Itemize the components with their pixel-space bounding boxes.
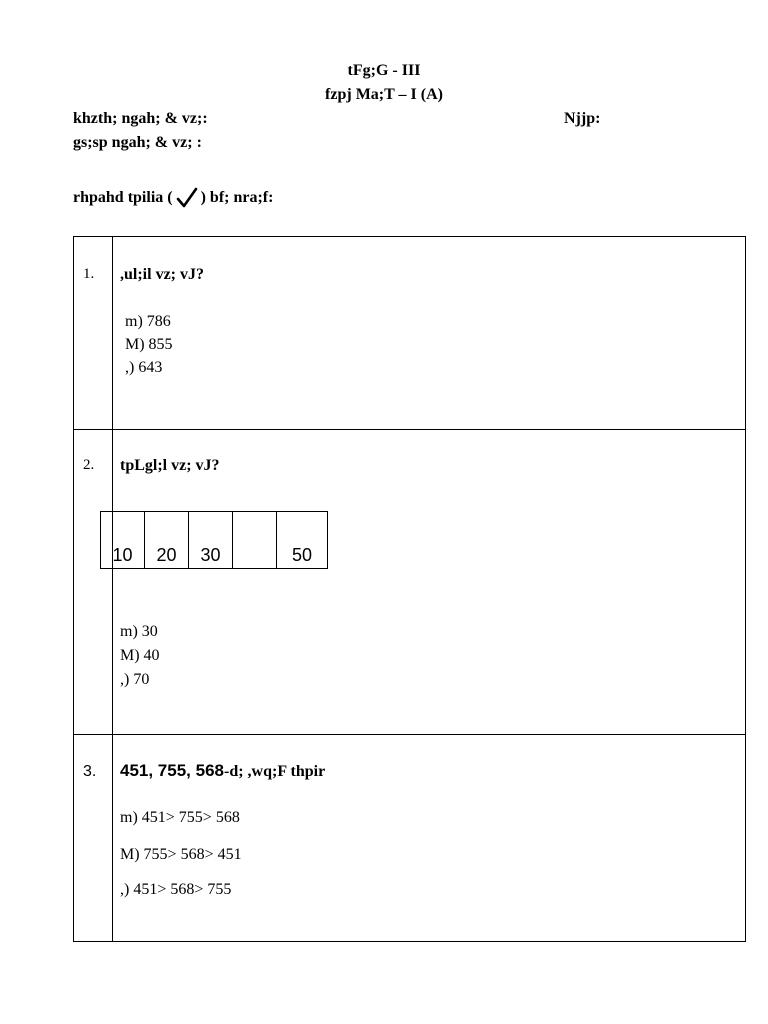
question-3-option-b[interactable]: M) 755> 568> 451 [120,846,242,863]
sequence-box-blank[interactable] [232,511,277,569]
question-2-number: 2. [83,457,95,473]
number-sequence-boxes [101,511,328,571]
column-divider [112,237,113,941]
question-3-option-c[interactable]: ,) 451> 568> 755 [120,881,232,898]
instruction-text-before: rhpahd tpilia ( [73,189,173,206]
question-3-text [120,761,325,781]
question-1-option-a[interactable]: m) 786 [125,313,171,330]
checkmark-icon [175,186,199,210]
question-1-number: 1. [83,266,95,282]
sequence-box: 50 [276,511,328,569]
sequence-box: 10 [100,511,145,569]
instruction-line [73,186,273,210]
question-1-option-c[interactable]: ,) 643 [125,359,163,376]
worksheet-title: tFg;G - III [347,62,421,79]
sequence-box: 30 [188,511,233,569]
row-divider [74,429,745,430]
question-2-option-a[interactable]: m) 30 [120,623,158,640]
sequence-box: 20 [144,511,189,569]
school-name-label: gs;sp ngah; & vz; : [73,134,202,151]
instruction-text-after: ) bf; nra;f: [200,189,274,206]
question-3-numbers: 451, 755, 568 [120,761,224,780]
question-2-option-c[interactable]: ,) 70 [120,671,150,688]
row-divider [74,734,745,735]
question-3-number: 3. [83,763,97,780]
worksheet-subtitle: fzpj Ma;T – I (A) [325,86,443,103]
question-2-option-b[interactable]: M) 40 [120,647,160,664]
student-name-label: khzth; ngah; & vz;: [73,110,208,127]
question-1-text: ,ul;il vz; vJ? [120,266,204,283]
question-table [73,236,746,942]
question-3-instruction: -d; ,wq;F thpir [223,763,326,780]
question-1-option-b[interactable]: M) 855 [125,336,173,353]
question-2-text: tpLgl;l vz; vJ? [120,457,220,474]
question-3-option-a[interactable]: m) 451> 755> 568 [120,809,240,826]
date-label: Njjp: [564,110,601,127]
